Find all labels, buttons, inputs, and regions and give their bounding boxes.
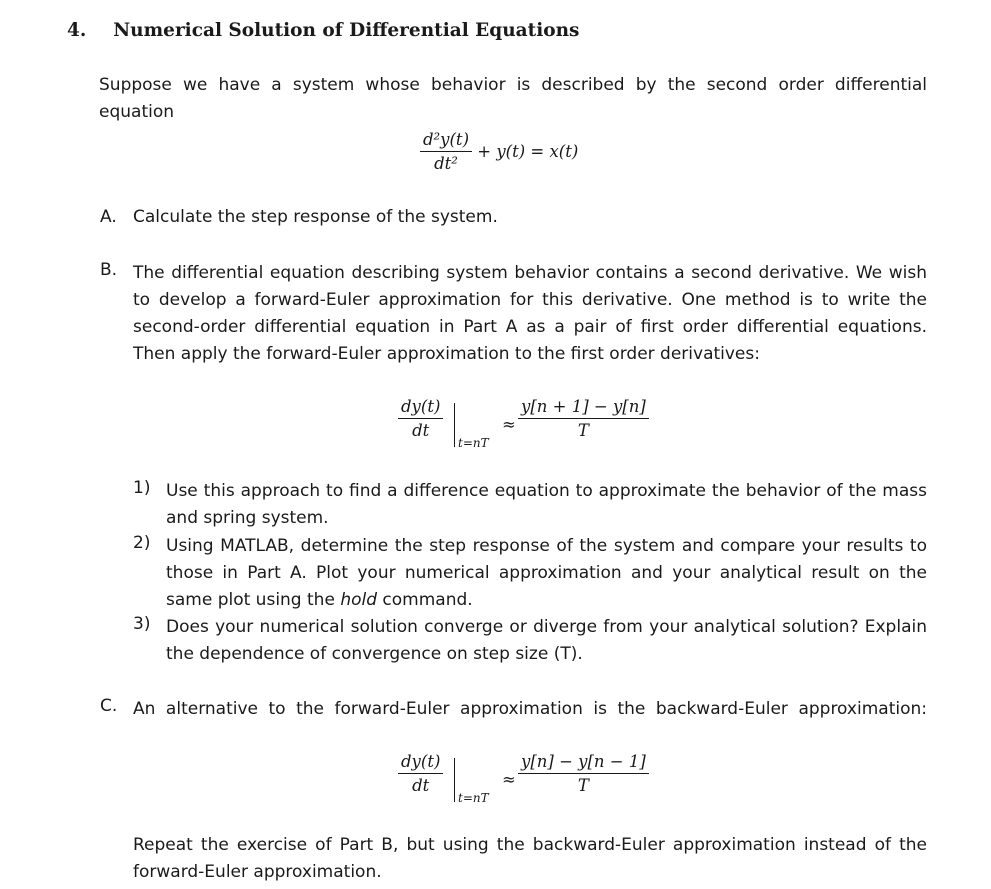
- section-heading: [67, 20, 579, 41]
- item-3-text: Does your numerical solution converge or diverge from your analytical solution? Explain the dependence of convergence on step size (T).: [166, 617, 927, 664]
- forward-euler-rhs-num: y[n + 1] − y[n]: [518, 397, 649, 419]
- approx-symbol: ≈: [502, 770, 516, 789]
- item-1-label: 1): [133, 478, 151, 498]
- section-number: 4.: [67, 20, 87, 41]
- backward-euler-lhs-den: dt: [412, 776, 430, 795]
- section-title: Numerical Solution of Differential Equations: [113, 20, 580, 41]
- main-equation-denominator: dt²: [434, 154, 458, 173]
- part-c-text: An alternative to the forward-Euler approximation is the backward-Euler approximation:: [133, 699, 927, 719]
- forward-euler-lhs-den: dt: [412, 421, 430, 440]
- part-c-paragraph: [133, 696, 927, 723]
- backward-euler-rhs-den: T: [577, 776, 589, 795]
- part-a: [100, 207, 498, 227]
- backward-euler-equation: [398, 752, 668, 812]
- part-b-paragraph: The differential equation describing system behavior contains a second derivative. We wish to develop a forward-Euler approximation for this derivative. One method is to write the second-order differential equation in Part A as a pair of first order differential equations. Then apply the forward-Euler approximation to the first order derivatives:: [133, 263, 927, 364]
- part-a-label: A.: [100, 207, 117, 227]
- backward-euler-eval-point: t=nT: [458, 791, 489, 805]
- forward-euler-eval-point: t=nT: [458, 436, 489, 450]
- forward-euler-lhs: [398, 397, 443, 440]
- item-2-label: 2): [133, 533, 151, 553]
- forward-euler-equation: [398, 397, 668, 457]
- part-c-closing: Repeat the exercise of Part B, but using the backward-Euler approximation instead of the forward-Euler approximation.: [133, 835, 927, 882]
- backward-euler-lhs: [398, 752, 443, 795]
- forward-euler-rhs-den: T: [577, 421, 589, 440]
- evaluation-bar: [454, 403, 455, 447]
- item-2-text: [166, 533, 927, 614]
- main-equation-numerator: d²y(t): [420, 130, 472, 152]
- item-2-emphasis: hold: [340, 590, 378, 610]
- forward-euler-rhs: [518, 397, 649, 440]
- main-equation: [420, 130, 578, 173]
- intro-paragraph: Suppose we have a system whose behavior is described by the second order differential equation: [99, 75, 927, 122]
- main-equation-rest: + y(t) = x(t): [477, 142, 579, 161]
- item-2-text-after: command.: [377, 590, 473, 610]
- item-2-text-before: Using MATLAB, determine the step response of the system and compare your results to those in Part A. Plot your numerical approximation and your analytical result on the same plot using the: [166, 536, 927, 610]
- part-b-label: B.: [100, 260, 118, 280]
- approx-symbol: ≈: [502, 415, 516, 434]
- forward-euler-lhs-num: dy(t): [398, 397, 443, 419]
- part-c-label: C.: [100, 696, 118, 716]
- evaluation-bar: [454, 758, 455, 802]
- item-1-text: Use this approach to find a difference equation to approximate the behavior of the mass and spring system.: [166, 481, 927, 528]
- backward-euler-lhs-num: dy(t): [398, 752, 443, 774]
- item-3-label: 3): [133, 614, 151, 634]
- backward-euler-rhs-num: y[n] − y[n − 1]: [518, 752, 649, 774]
- part-a-text: Calculate the step response of the system.: [133, 207, 498, 227]
- backward-euler-rhs: [518, 752, 649, 795]
- main-equation-fraction: [420, 130, 472, 173]
